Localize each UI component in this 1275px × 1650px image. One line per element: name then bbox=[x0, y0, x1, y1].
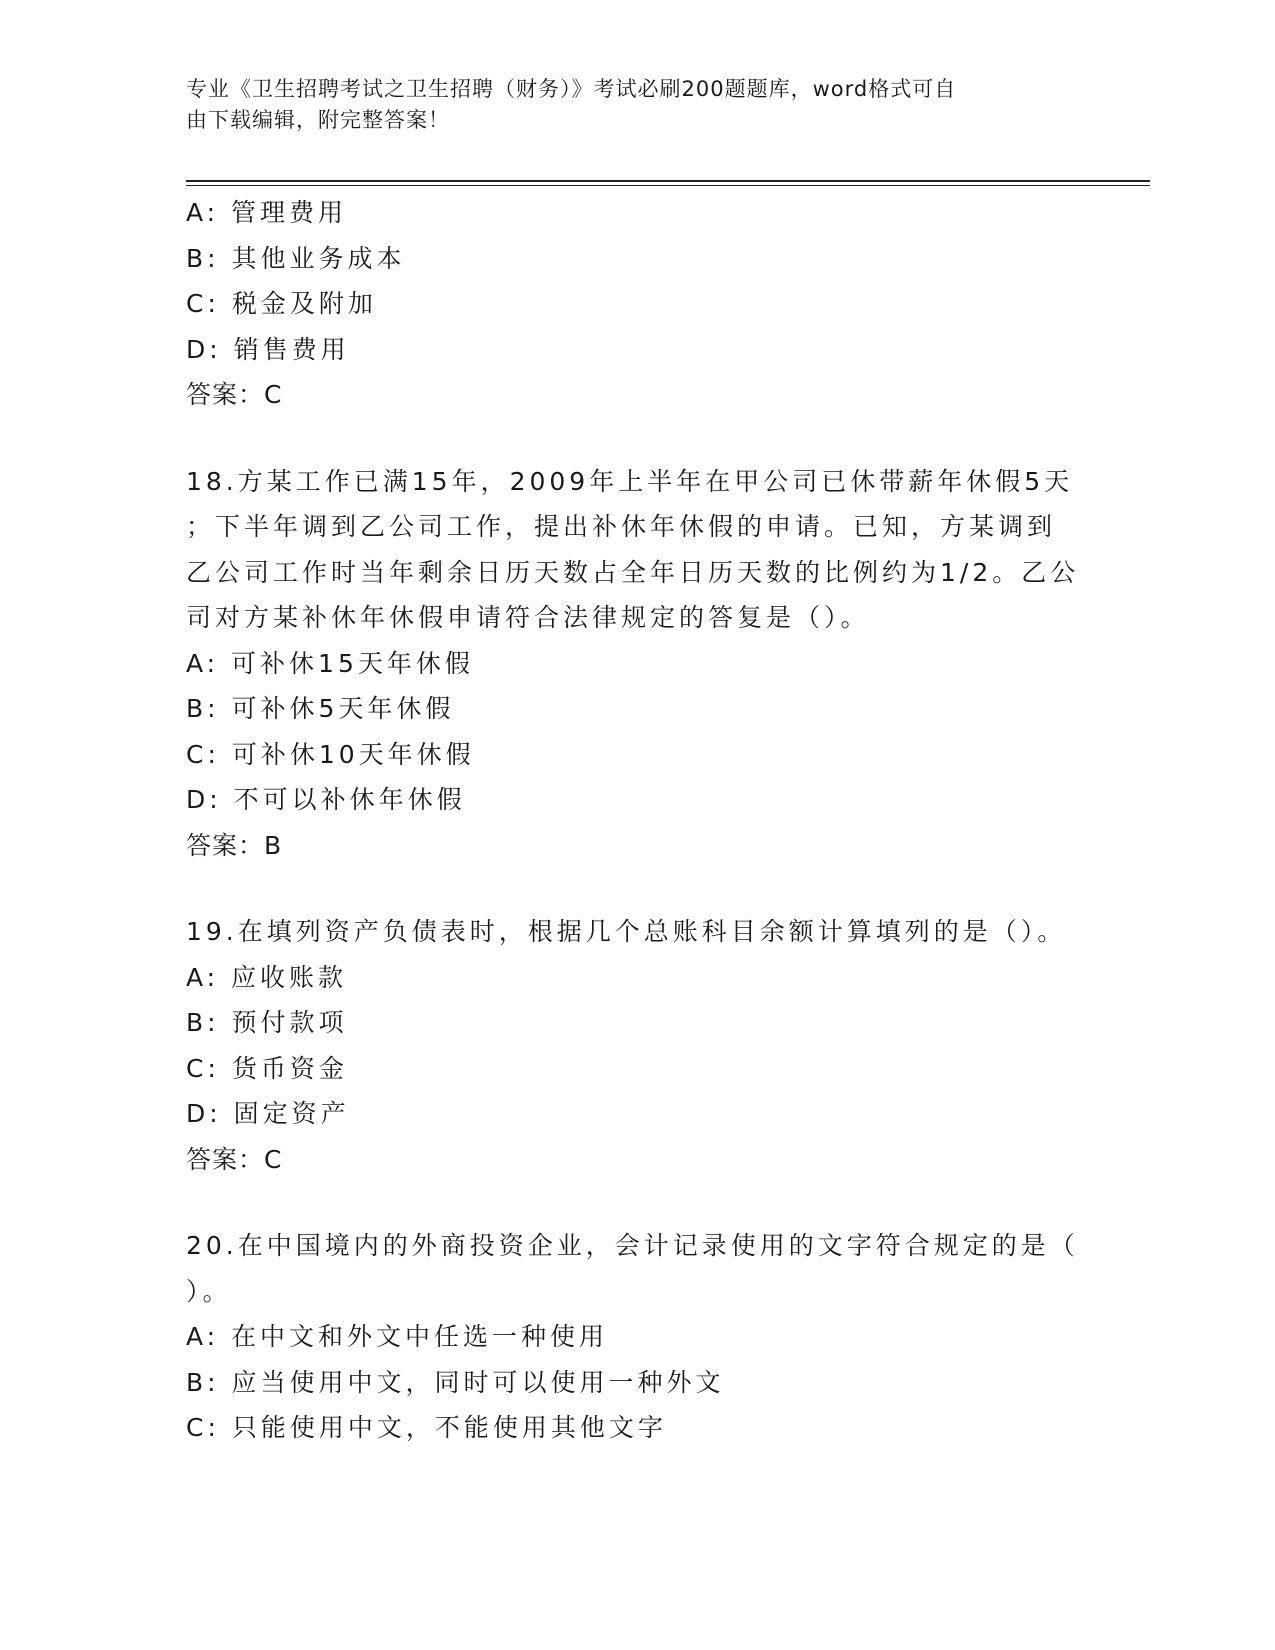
spacer bbox=[186, 418, 1086, 459]
option-b: B: 应当使用中文，同时可以使用一种外文 bbox=[186, 1367, 725, 1397]
option-b: B: 其他业务成本 bbox=[186, 243, 406, 273]
question-stem-line: 20.在中国境内的外商投资企业，会计记录使用的文字符合规定的是（ bbox=[186, 1231, 1079, 1260]
option-d: D: 固定资产 bbox=[186, 1099, 350, 1128]
answer-label: 答案：C bbox=[186, 1144, 283, 1174]
spacer bbox=[186, 1182, 1086, 1223]
question-18 bbox=[186, 459, 1086, 869]
header-divider-thin bbox=[186, 185, 1150, 186]
spacer bbox=[186, 868, 1086, 909]
option-b: B: 可补休5天年休假 bbox=[186, 694, 455, 723]
document-header bbox=[186, 74, 1066, 136]
option-a: A: 可补休15天年休假 bbox=[186, 648, 474, 678]
header-line-1: 专业《卫生招聘考试之卫生招聘（财务）》考试必刷200题题库，word格式可自 bbox=[186, 77, 957, 101]
question-stem-line: ；下半年调到乙公司工作，提出补休年休假的申请。已知，方某调到 bbox=[186, 512, 1057, 541]
option-a: A: 管理费用 bbox=[186, 198, 348, 227]
answer-label: 答案：C bbox=[186, 380, 283, 409]
option-a: A: 应收账款 bbox=[186, 962, 348, 992]
option-c: C: 货币资金 bbox=[186, 1053, 348, 1083]
answer-label: 答案：B bbox=[186, 830, 283, 860]
question-19 bbox=[186, 909, 1086, 1182]
question-stem-line: 18.方某工作已满15年，2009年上半年在甲公司已休带薪年休假5天 bbox=[186, 466, 1074, 496]
option-a: A: 在中文和外文中任选一种使用 bbox=[186, 1322, 609, 1351]
option-d: D: 不可以补休年休假 bbox=[186, 785, 466, 814]
question-list bbox=[186, 190, 1086, 1451]
option-c: C: 税金及附加 bbox=[186, 289, 377, 318]
header-line-2: 由下载编辑，附完整答案！ bbox=[186, 108, 450, 132]
question-stem-line: ）。 bbox=[186, 1276, 232, 1306]
option-b: B: 预付款项 bbox=[186, 1008, 348, 1037]
question-20 bbox=[186, 1223, 1086, 1451]
option-d: D: 销售费用 bbox=[186, 334, 350, 364]
option-c: C: 可补休10天年休假 bbox=[186, 739, 475, 769]
question-stem-line: 司对方某补休年休假申请符合法律规定的答复是（）。 bbox=[186, 603, 870, 632]
question-stem-line: 乙公司工作时当年剩余日历天数占全年日历天数的比例约为1/2。乙公 bbox=[186, 557, 1080, 587]
header-divider-thick bbox=[186, 180, 1150, 182]
option-c: C: 只能使用中文，不能使用其他文字 bbox=[186, 1413, 667, 1442]
question-17 bbox=[186, 190, 1086, 418]
question-stem-line: 19.在填列资产负债表时，根据几个总账科目余额计算填列的是（）。 bbox=[186, 917, 1067, 946]
